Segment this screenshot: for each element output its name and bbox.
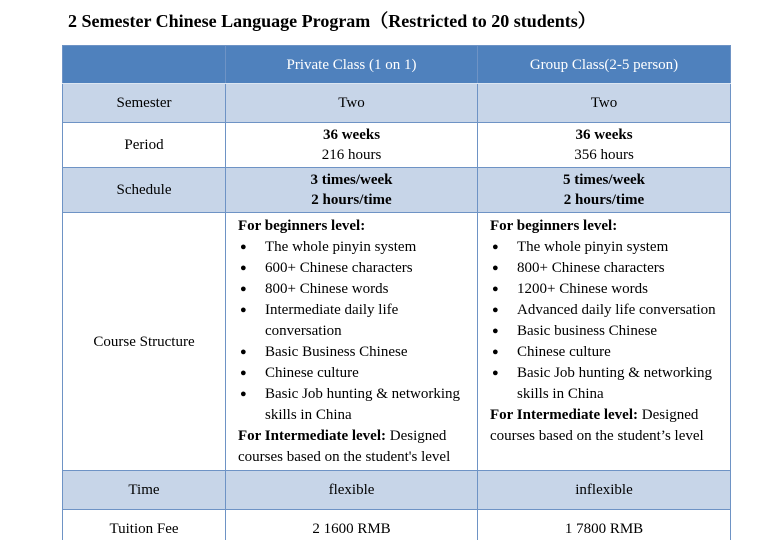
- course-private-intermediate-heading: For Intermediate level:: [238, 428, 387, 444]
- bullet-icon: ●: [492, 283, 499, 295]
- course-group-beginners-heading: For beginners level:: [490, 218, 618, 234]
- program-table: [62, 45, 731, 540]
- bullet-text: Basic Business Chinese: [265, 344, 408, 360]
- column-header-private: Private Class (1 on 1): [226, 46, 478, 84]
- bullet-text: Basic Job hunting & networking skills in China: [265, 386, 460, 423]
- list-item: [238, 237, 471, 258]
- bullet-icon: ●: [240, 241, 247, 253]
- bullet-text: 600+ Chinese characters: [265, 260, 413, 276]
- row-schedule: [63, 168, 731, 213]
- list-item: [490, 279, 724, 300]
- bullet-text: The whole pinyin system: [517, 239, 669, 255]
- schedule-private-line1: 3 times/week: [310, 172, 393, 188]
- list-item: [238, 279, 471, 300]
- list-item: [490, 237, 724, 258]
- bullet-text: 800+ Chinese characters: [517, 260, 665, 276]
- bullet-icon: ●: [240, 283, 247, 295]
- course-group-intermediate-heading: For Intermediate level:: [490, 407, 639, 423]
- list-item: [238, 258, 471, 279]
- list-item: [490, 342, 724, 363]
- bullet-icon: ●: [492, 367, 499, 379]
- list-item: [490, 258, 724, 279]
- bullet-icon: ●: [240, 388, 247, 400]
- semester-private-value: Two: [226, 84, 478, 123]
- course-private-cell: [226, 213, 478, 471]
- bullet-icon: ●: [492, 241, 499, 253]
- row-label-course-structure: Course Structure: [63, 213, 226, 471]
- row-label-schedule: Schedule: [63, 168, 226, 213]
- row-semester: [63, 84, 731, 123]
- bullet-text: Basic Job hunting & networking skills in China: [517, 365, 712, 402]
- bullet-text: Intermediate daily life conversation: [265, 302, 399, 339]
- bullet-icon: ●: [492, 346, 499, 358]
- bullet-text: 800+ Chinese words: [265, 281, 389, 297]
- schedule-private-line2: 2 hours/time: [311, 192, 392, 208]
- row-label-period: Period: [63, 123, 226, 168]
- bullet-icon: ●: [492, 325, 499, 337]
- bullet-text: Advanced daily life conversation: [517, 302, 716, 318]
- period-private-value: [226, 123, 478, 168]
- bullet-text: Chinese culture: [517, 344, 611, 360]
- bullet-icon: ●: [240, 262, 247, 274]
- row-tuition-fee: [63, 510, 731, 540]
- list-item: [490, 363, 724, 405]
- tuition-private-value: 2 1600 RMB: [226, 510, 478, 540]
- schedule-private-value: [226, 168, 478, 213]
- row-label-semester: Semester: [63, 84, 226, 123]
- schedule-group-line2: 2 hours/time: [563, 192, 645, 208]
- bullet-icon: ●: [240, 304, 247, 316]
- time-group-value: inflexible: [478, 471, 731, 510]
- period-group-value: [478, 123, 731, 168]
- list-item: [238, 384, 471, 426]
- tuition-group-value: 1 7800 RMB: [478, 510, 731, 540]
- page-title: 2 Semester Chinese Language Program（Restricted to 20 students）: [68, 11, 596, 31]
- time-private-value: flexible: [226, 471, 478, 510]
- course-private-beginners-heading: For beginners level:: [238, 218, 366, 234]
- bullet-icon: ●: [492, 304, 499, 316]
- bullet-text: Basic business Chinese: [517, 323, 657, 339]
- course-private-intermediate-text: Designed courses based on the student's level: [238, 428, 451, 465]
- course-private-intermediate: [238, 426, 471, 468]
- column-header-group: Group Class(2-5 person): [478, 46, 731, 84]
- row-time: [63, 471, 731, 510]
- semester-group-value: Two: [478, 84, 731, 123]
- row-label-time: Time: [63, 471, 226, 510]
- list-item: [238, 363, 471, 384]
- course-group-intermediate: [490, 405, 724, 447]
- list-item: [490, 300, 724, 321]
- period-private-weeks: 36 weeks: [322, 127, 381, 143]
- course-group-intermediate-text: Designed courses based on the student’s level: [490, 407, 704, 444]
- row-period: [63, 123, 731, 168]
- corner-cell: [63, 46, 226, 84]
- bullet-text: 1200+ Chinese words: [517, 281, 648, 297]
- list-item: [238, 300, 471, 342]
- period-group-hours: 356 hours: [574, 147, 634, 163]
- list-item: [238, 342, 471, 363]
- bullet-icon: ●: [240, 346, 247, 358]
- period-group-weeks: 36 weeks: [575, 127, 633, 143]
- bullet-icon: ●: [240, 367, 247, 379]
- schedule-group-value: [478, 168, 731, 213]
- bullet-text: The whole pinyin system: [265, 239, 417, 255]
- schedule-group-line1: 5 times/week: [562, 172, 646, 188]
- row-course-structure: [63, 213, 731, 471]
- bullet-icon: ●: [492, 262, 499, 274]
- row-label-tuition-fee: Tuition Fee: [63, 510, 226, 540]
- course-group-cell: [478, 213, 731, 471]
- period-private-hours: 216 hours: [321, 147, 382, 163]
- list-item: [490, 321, 724, 342]
- header-row: [63, 46, 731, 84]
- bullet-text: Chinese culture: [265, 365, 359, 381]
